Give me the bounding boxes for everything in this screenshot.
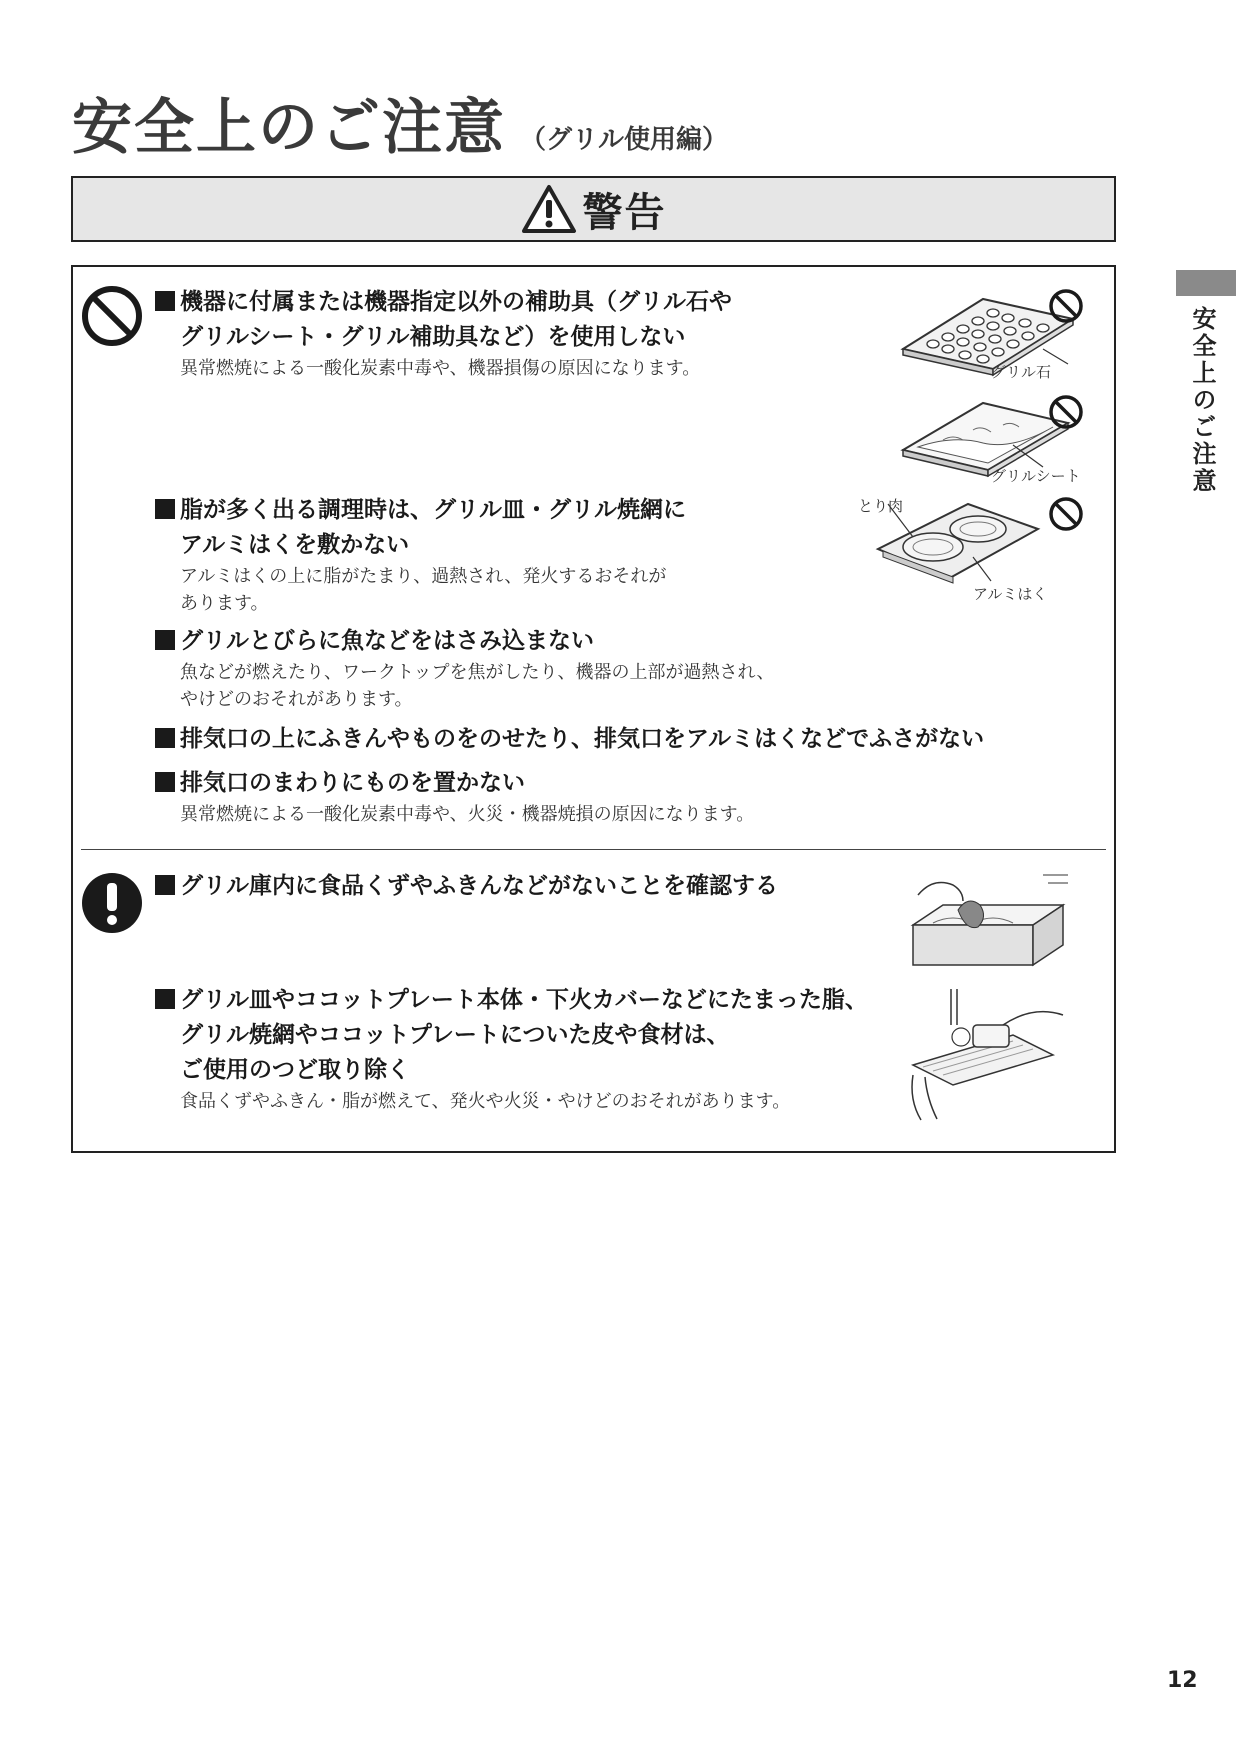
- prohibited-item: [155, 766, 754, 828]
- prohibition-icon: [1047, 393, 1085, 431]
- section-divider: [81, 849, 1106, 850]
- side-tab-label: 安全上のご注意: [1188, 306, 1216, 495]
- item-description: 魚などが燃えたり、ワークトップを焦がしたり、機器の上部が過熱され、 やけどのおそれがあります。: [180, 662, 775, 710]
- bullet-square-icon: [155, 728, 175, 748]
- warning-header-bar: [71, 176, 1116, 242]
- chicken-label: とり肉: [858, 497, 904, 515]
- grill-compartment-check-illustration: [903, 865, 1073, 977]
- item-description: 食品くずやふきん・脂が燃えて、発火や火災・やけどのおそれがあります。: [180, 1091, 791, 1112]
- bullet-square-icon: [155, 875, 175, 895]
- item-heading: 排気口のまわりにものを置かない: [155, 766, 754, 801]
- warning-content-box: [71, 265, 1116, 1153]
- prohibited-item: [155, 493, 686, 617]
- side-tab-marker: [1176, 270, 1236, 296]
- item-heading: 排気口の上にふきんやものをのせたり、排気口をアルミはくなどでふさがない: [155, 722, 984, 757]
- page-title-subtitle: （グリル使用編）: [520, 125, 729, 155]
- grill-stone-illustration: [893, 289, 1123, 399]
- grill-stone-label: グリル石: [991, 363, 1052, 381]
- mandatory-item: [155, 983, 868, 1115]
- prohibited-item: [155, 624, 775, 713]
- item-heading: グリルとびらに魚などをはさみ込まない: [155, 624, 775, 659]
- bullet-square-icon: [155, 291, 175, 311]
- grill-sheet-label: グリルシート: [991, 467, 1081, 485]
- item-heading: グリル庫内に食品くずやふきんなどがないことを確認する: [155, 869, 778, 904]
- bullet-square-icon: [155, 772, 175, 792]
- prohibition-icon: [81, 285, 143, 347]
- warning-triangle-icon: [521, 184, 577, 234]
- item-heading: グリル皿やココットプレート本体・下火カバーなどにたまった脂、 グリル焼網やココットプレートについた皮や食材は、 ご使用のつど取り除く: [155, 983, 868, 1088]
- prohibition-icon: [1047, 287, 1085, 325]
- warning-label: 警告: [582, 189, 667, 236]
- item-description: 異常燃焼による一酸化炭素中毒や、火災・機器焼損の原因になります。: [180, 804, 755, 825]
- prohibition-icon: [1047, 495, 1085, 533]
- prohibited-item: [155, 285, 732, 382]
- page-title: [72, 80, 728, 166]
- item-heading: 脂が多く出る調理時は、グリル皿・グリル焼網に アルミはくを敷かない: [155, 493, 686, 563]
- prohibited-item: [155, 722, 984, 757]
- item-description: 異常燃焼による一酸化炭素中毒や、機器損傷の原因になります。: [180, 358, 701, 379]
- bullet-square-icon: [155, 989, 175, 1009]
- bullet-square-icon: [155, 499, 175, 519]
- foil-label: アルミはく: [973, 585, 1048, 603]
- item-description: アルミはくの上に脂がたまり、過熱され、発火するおそれが あります。: [180, 566, 667, 614]
- item-heading: 機器に付属または機器指定以外の補助具（グリル石や グリルシート・グリル補助具など）を使用しない: [155, 285, 732, 355]
- mandatory-action-icon: [81, 872, 143, 934]
- mandatory-item: [155, 869, 778, 904]
- grill-pan-cleaning-illustration: [903, 985, 1073, 1125]
- page-number: 12: [1167, 1668, 1198, 1693]
- page-title-main: 安全上のご注意: [72, 93, 506, 163]
- bullet-square-icon: [155, 630, 175, 650]
